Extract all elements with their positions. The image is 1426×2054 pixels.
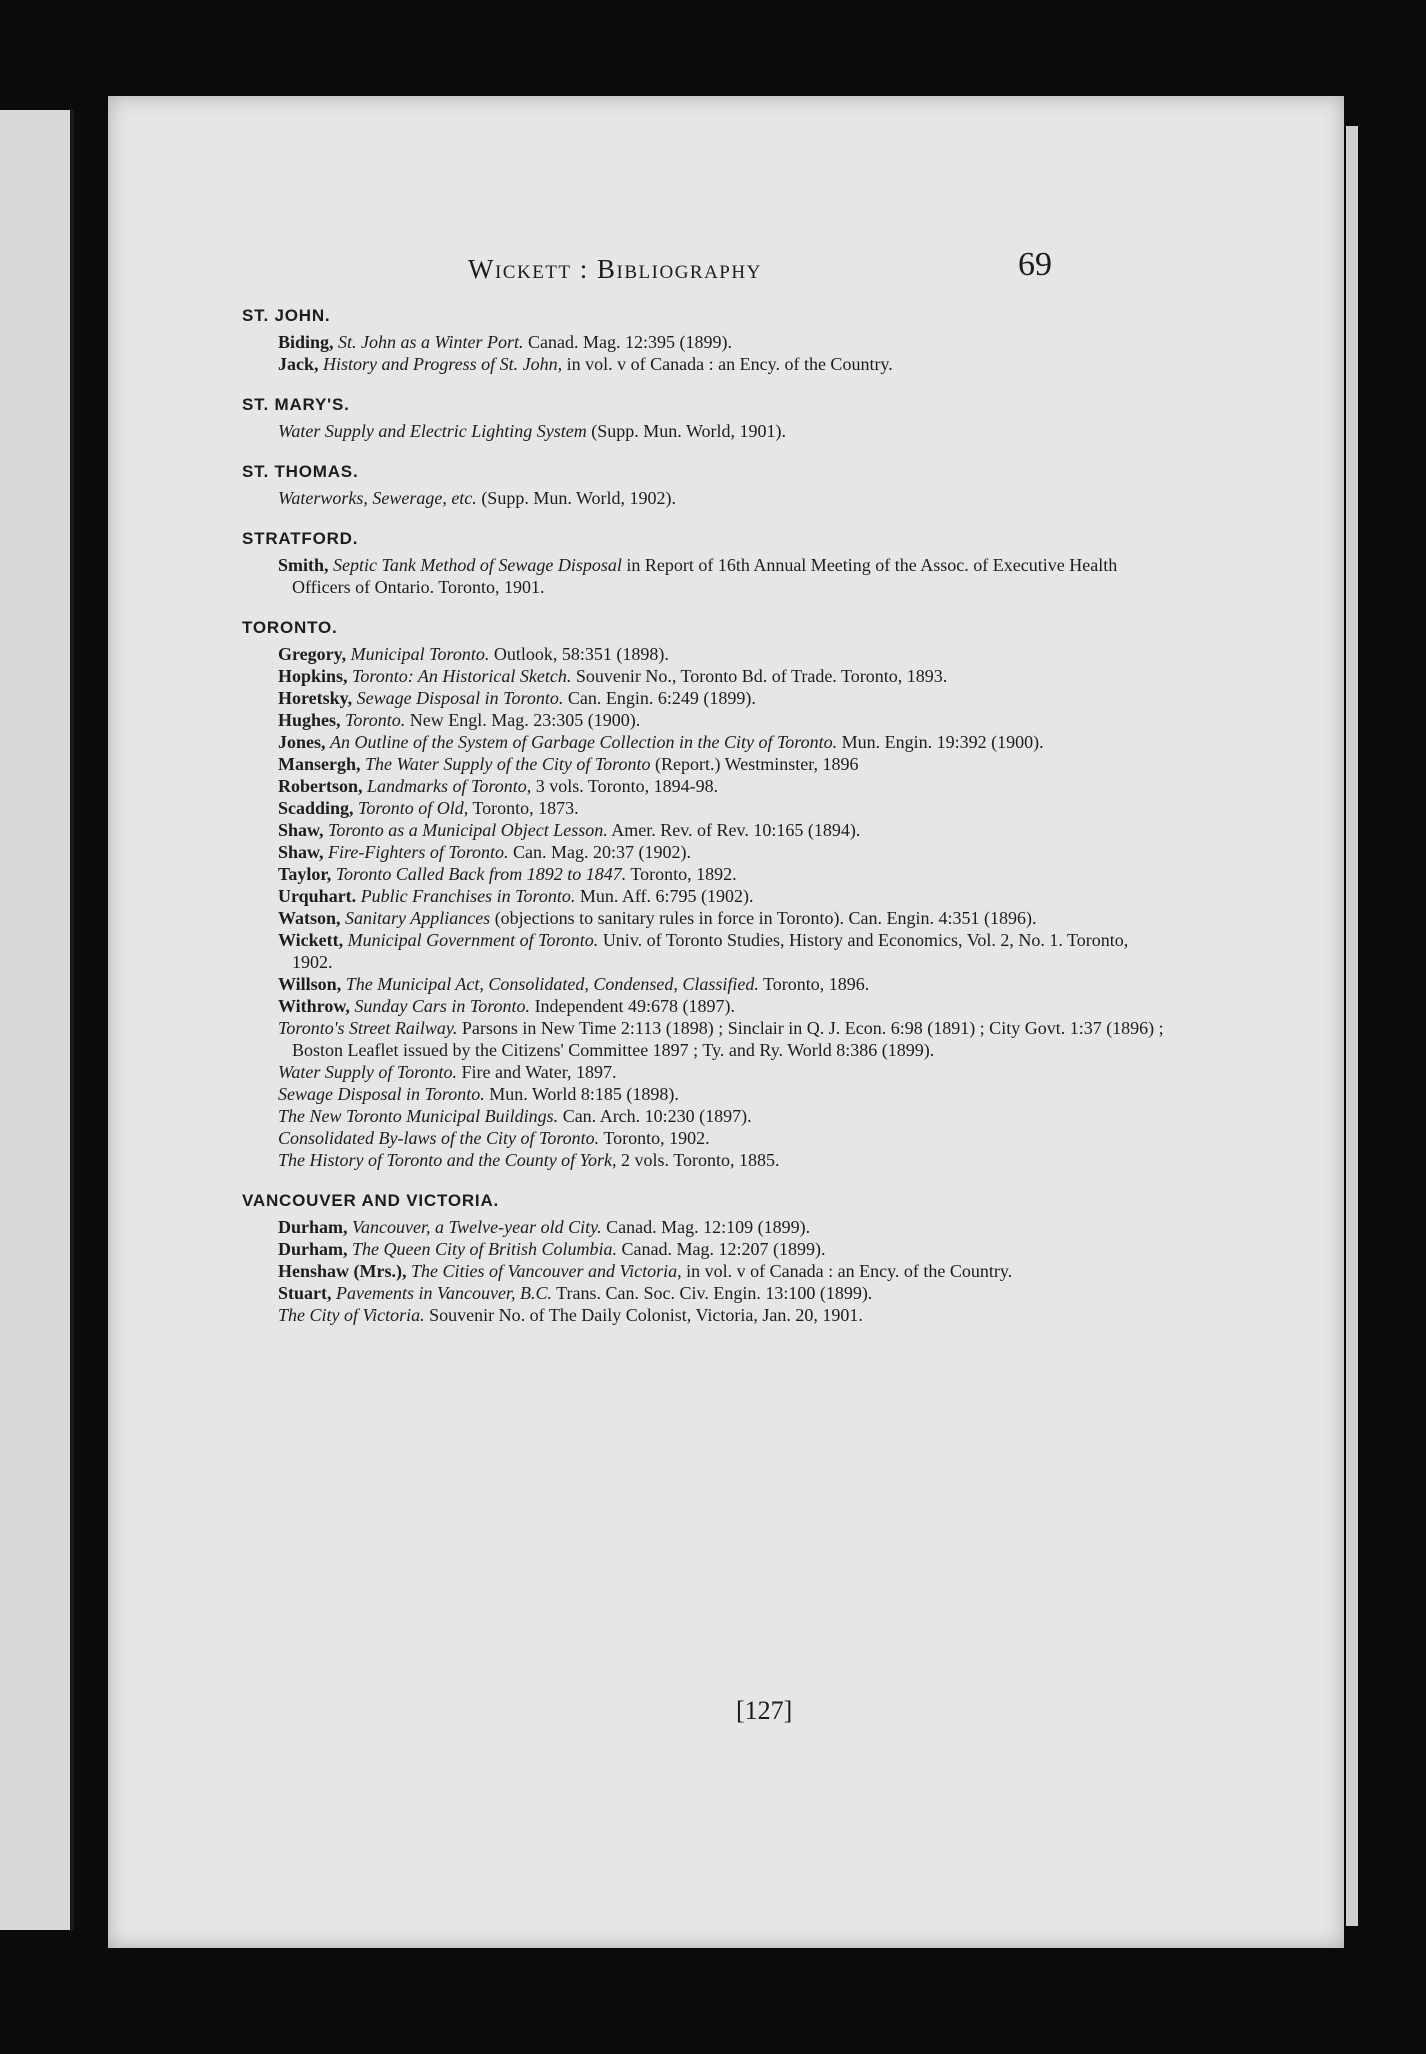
entry-title: Toronto of Old,	[358, 798, 469, 818]
section-heading: ST. JOHN.	[242, 306, 331, 325]
entry-title: The New Toronto Municipal Buildings.	[278, 1106, 559, 1126]
section-heading: ST. MARY'S.	[242, 395, 350, 414]
entry-citation: Toronto, 1873.	[472, 798, 579, 818]
entry-author: Shaw,	[278, 842, 324, 862]
entry-title: History and Progress of St. John,	[323, 354, 563, 374]
entry-title: The History of Toronto and the County of York,	[278, 1150, 617, 1170]
entry-author: Stuart,	[278, 1283, 332, 1303]
entry-citation: Univ. of Toronto Studies, History and Economics, Vol. 2, No. 1. Toronto, 1902.	[292, 930, 1129, 972]
entry-author: Shaw,	[278, 820, 324, 840]
section-heading: TORONTO.	[242, 618, 338, 637]
entry-author: Taylor,	[278, 864, 332, 884]
entry-title: The Cities of Vancouver and Victoria,	[411, 1261, 682, 1281]
bibliography-section	[242, 395, 1172, 442]
bibliography-entry	[278, 554, 1172, 598]
entry-title: Landmarks of Toronto,	[367, 776, 532, 796]
entry-citation: Toronto, 1896.	[763, 974, 870, 994]
bibliography-entry	[278, 929, 1172, 973]
entry-title: Sanitary Appliances	[345, 908, 491, 928]
entry-citation: Canad. Mag. 12:207 (1899).	[621, 1239, 826, 1259]
entry-title: The Municipal Act, Consolidated, Condensed, Classified.	[345, 974, 759, 994]
entry-author: Biding,	[278, 332, 334, 352]
running-title: Wickett : Bibliography	[468, 254, 762, 284]
bibliography-entry	[278, 1260, 1172, 1282]
entry-author: Gregory,	[278, 644, 347, 664]
page-stack-edge	[1346, 126, 1358, 1926]
entry-title: Water Supply and Electric Lighting System	[278, 421, 587, 441]
bibliography-entry	[278, 863, 1172, 885]
bibliography-entry	[278, 731, 1172, 753]
entry-author: Robertson,	[278, 776, 363, 796]
bibliography-entry	[278, 643, 1172, 665]
entry-title: Fire-Fighters of Toronto.	[328, 842, 509, 862]
entry-author: Horetsky,	[278, 688, 353, 708]
entry-title: The City of Victoria.	[278, 1305, 425, 1325]
entry-title: Sewage Disposal in Toronto.	[278, 1084, 485, 1104]
entry-citation: (Report.) Westminster, 1896	[655, 754, 859, 774]
section-heading: VANCOUVER AND VICTORIA.	[242, 1191, 500, 1210]
entry-citation: in vol. v of Canada : an Ency. of the Country.	[686, 1261, 1013, 1281]
entry-author: Withrow,	[278, 996, 350, 1016]
bibliography-entry	[278, 420, 1172, 442]
entry-author: Scadding,	[278, 798, 354, 818]
entry-citation: Amer. Rev. of Rev. 10:165 (1894).	[611, 820, 861, 840]
entry-author: Jack,	[278, 354, 319, 374]
entry-title: Toronto's Street Railway.	[278, 1018, 458, 1038]
entry-citation: Can. Engin. 6:249 (1899).	[567, 688, 756, 708]
book-page	[108, 96, 1344, 1948]
entry-title: An Outline of the System of Garbage Collection in the City of Toronto.	[330, 732, 838, 752]
entry-citation: (objections to sanitary rules in force in Toronto). Can. Engin. 4:351 (1896).	[494, 908, 1037, 928]
section-heading: STRATFORD.	[242, 529, 359, 548]
bibliography-entry	[278, 907, 1172, 929]
entry-citation: Can. Arch. 10:230 (1897).	[562, 1106, 752, 1126]
entry-citation: Mun. Aff. 6:795 (1902).	[579, 886, 754, 906]
bibliography-entry	[278, 665, 1172, 687]
bibliography-entry	[278, 1105, 1172, 1127]
entry-citation: in Report of 16th Annual Meeting of the Assoc. of Executive Health Officers of Ontario. Toronto, 1901.	[292, 555, 1118, 597]
entry-citation: Parsons in New Time 2:113 (1898) ; Sinclair in Q. J. Econ. 6:98 (1891) ; City Govt. 1:37 (1896) ; Boston Leaflet issued by the Citizens' Committee 1897 ; Ty. and Ry. World 8:386 (1899).	[292, 1018, 1164, 1060]
entry-title: Sewage Disposal in Toronto.	[356, 688, 564, 708]
entry-title: Toronto: An Historical Sketch.	[352, 666, 572, 686]
entry-author: Willson,	[278, 974, 342, 994]
bibliography-entry	[278, 995, 1172, 1017]
bibliography-entry	[278, 1304, 1172, 1326]
entry-title: Municipal Government of Toronto.	[347, 930, 599, 950]
entry-citation: 3 vols. Toronto, 1894-98.	[535, 776, 719, 796]
entry-title: St. John as a Winter Port.	[338, 332, 524, 352]
entry-citation: 2 vols. Toronto, 1885.	[621, 1150, 780, 1170]
bibliography-section	[242, 618, 1172, 1171]
entry-title: The Water Supply of the City of Toronto	[365, 754, 651, 774]
entry-author: Durham,	[278, 1239, 348, 1259]
entry-citation: Independent 49:678 (1897).	[534, 996, 736, 1016]
entry-citation: Toronto, 1902.	[603, 1128, 710, 1148]
footer-page-marker: [127]	[736, 1696, 793, 1725]
bibliography-content	[242, 306, 1172, 1346]
entry-author: Mansergh,	[278, 754, 361, 774]
bibliography-entry	[278, 353, 1172, 375]
entry-author: Henshaw (Mrs.),	[278, 1261, 407, 1281]
entry-author: Smith,	[278, 555, 329, 575]
bibliography-entry	[278, 1216, 1172, 1238]
entry-title: The Queen City of British Columbia.	[352, 1239, 618, 1259]
entry-citation: Trans. Can. Soc. Civ. Engin. 13:100 (1899).	[556, 1283, 873, 1303]
entry-author: Watson,	[278, 908, 341, 928]
bibliography-entry	[278, 1282, 1172, 1304]
entry-title: Municipal Toronto.	[350, 644, 490, 664]
entry-citation: New Engl. Mag. 23:305 (1900).	[409, 710, 641, 730]
entry-citation: Souvenir No., Toronto Bd. of Trade. Toronto, 1893.	[575, 666, 948, 686]
bibliography-entry	[278, 1238, 1172, 1260]
entry-title: Septic Tank Method of Sewage Disposal	[333, 555, 622, 575]
bibliography-entry	[278, 819, 1172, 841]
bibliography-entry	[278, 775, 1172, 797]
bibliography-entry	[278, 841, 1172, 863]
entry-citation: Canad. Mag. 12:395 (1899).	[528, 332, 732, 352]
bibliography-entry	[278, 1083, 1172, 1105]
entry-author: Jones,	[278, 732, 326, 752]
entry-title: Vancouver, a Twelve-year old City.	[352, 1217, 602, 1237]
entry-title: Toronto as a Municipal Object Lesson.	[328, 820, 608, 840]
bibliography-section	[242, 462, 1172, 509]
entry-citation: Outlook, 58:351 (1898).	[493, 644, 669, 664]
bibliography-entry	[278, 1017, 1172, 1061]
entry-citation: (Supp. Mun. World, 1902).	[481, 488, 677, 508]
bibliography-section	[242, 529, 1172, 598]
entry-citation: in vol. v of Canada : an Ency. of the Country.	[566, 354, 893, 374]
bibliography-section	[242, 1191, 1172, 1326]
bibliography-entry	[278, 709, 1172, 731]
entry-title: Public Franchises in Toronto.	[360, 886, 576, 906]
entry-author: Durham,	[278, 1217, 348, 1237]
entry-citation: Souvenir No. of The Daily Colonist, Victoria, Jan. 20, 1901.	[429, 1305, 863, 1325]
bibliography-entry	[278, 973, 1172, 995]
entry-citation: Mun. Engin. 19:392 (1900).	[841, 732, 1044, 752]
bibliography-entry	[278, 885, 1172, 907]
entry-title: Toronto.	[345, 710, 406, 730]
bibliography-entry	[278, 1061, 1172, 1083]
entry-citation: (Supp. Mun. World, 1901).	[591, 421, 787, 441]
page-number: 69	[1018, 246, 1052, 283]
bibliography-entry	[278, 687, 1172, 709]
section-heading: ST. THOMAS.	[242, 462, 359, 481]
entry-author: Hopkins,	[278, 666, 348, 686]
entry-author: Hughes,	[278, 710, 341, 730]
entry-citation: Fire and Water, 1897.	[461, 1062, 617, 1082]
entry-title: Water Supply of Toronto.	[278, 1062, 458, 1082]
bibliography-entry	[278, 487, 1172, 509]
bibliography-entry	[278, 1127, 1172, 1149]
entry-author: Wickett,	[278, 930, 344, 950]
adjacent-page-edge	[0, 110, 74, 1930]
entry-title: Toronto Called Back from 1892 to 1847.	[335, 864, 627, 884]
bibliography-entry	[278, 331, 1172, 353]
bibliography-section	[242, 306, 1172, 375]
entry-citation: Can. Mag. 20:37 (1902).	[513, 842, 692, 862]
entry-title: Pavements in Vancouver, B.C.	[336, 1283, 552, 1303]
entry-title: Consolidated By-laws of the City of Toronto.	[278, 1128, 600, 1148]
entry-title: Waterworks, Sewerage, etc.	[278, 488, 477, 508]
entry-citation: Mun. World 8:185 (1898).	[489, 1084, 679, 1104]
bibliography-entry	[278, 797, 1172, 819]
entry-citation: Canad. Mag. 12:109 (1899).	[606, 1217, 811, 1237]
bibliography-entry	[278, 1149, 1172, 1171]
entry-title: Sunday Cars in Toronto.	[354, 996, 531, 1016]
bibliography-entry	[278, 753, 1172, 775]
entry-author: Urquhart.	[278, 886, 357, 906]
entry-citation: Toronto, 1892.	[630, 864, 737, 884]
